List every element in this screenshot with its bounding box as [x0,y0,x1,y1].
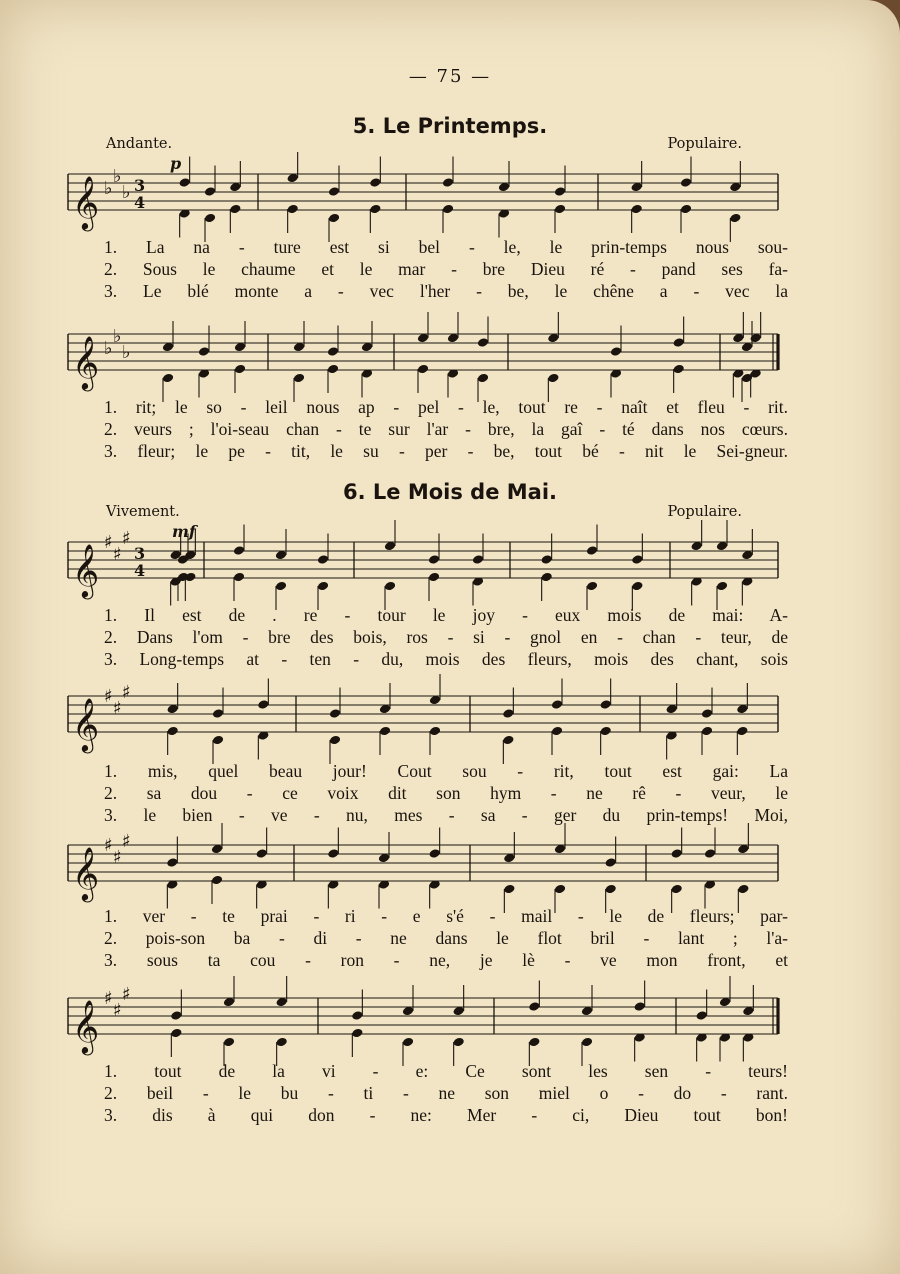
flat-icon: ♭ [122,342,131,363]
note-head [695,1010,707,1021]
song-title: 6. Le Mois de Mai. [343,480,557,504]
lyric-line: 1. rit; le so - leil nous ap - pel - le, tout re - naît et fleu - rit. [104,397,788,417]
note-head [547,373,559,384]
flat-icon: ♭ [113,166,122,187]
note-head [317,581,329,592]
note-head [554,884,566,895]
note-head [166,726,178,737]
note-head [610,346,622,357]
note-head [162,373,174,384]
note-head [581,1037,593,1048]
sharp-icon: ♯ [122,984,131,1005]
note-head [428,572,440,583]
sharp-icon: ♯ [104,835,113,856]
treble-clef-icon: 𝄞 [72,543,100,597]
note-head [379,726,391,737]
note-head [327,848,339,859]
lyric-line: 3. fleur; le pe - tit, le su - per - be, tout bé - nit le Sei-gneur. [104,441,788,461]
lyric-line: 2. sa dou - ce voix dit son hym - ne rê - veur, le [104,783,788,803]
note-head [351,1010,363,1021]
note-head [286,204,298,215]
sharp-icon: ♯ [104,686,113,707]
song-source: Populaire. [667,136,742,152]
treble-clef-icon: 𝄞 [72,335,100,389]
note-head [554,186,566,197]
note-head [633,1001,645,1012]
note-head [293,373,305,384]
note-head [452,1037,464,1048]
note-head [551,726,563,737]
note-head [328,186,340,197]
note-head [503,884,515,895]
note-head [630,204,642,215]
sharp-icon: ♯ [104,988,113,1009]
treble-clef-icon: 𝄞 [72,697,100,751]
note-head [477,373,489,384]
lyric-line: 1. ver - te prai - ri - e s'é - mail - le de fleurs; par- [104,906,788,926]
flat-icon: ♭ [113,326,122,347]
note-head [736,726,748,737]
note-head [402,1037,414,1048]
note-head [586,581,598,592]
note-head [599,726,611,737]
lyric-line: 1. tout de la vi - e: Ce sont les sen - teurs! [104,1061,788,1081]
dynamic-marking: mf [172,522,196,541]
note-head [672,364,684,375]
note-head [233,545,245,556]
note-head [477,337,489,348]
note-head [255,848,267,859]
sharp-icon: ♯ [122,682,131,703]
note-head [328,213,340,224]
lyric-line: 3. sous ta cou - ron - ne, je lè - ve mon front, et [104,950,788,970]
note-head [234,364,246,375]
note-head [528,1001,540,1012]
note-head [327,364,339,375]
sharp-icon: ♯ [104,532,113,553]
lyric-line: 3. le bien - ve - nu, mes - sa - ger du prin-temps! Moi, [104,805,788,825]
note-head [502,735,514,746]
note-head [229,204,241,215]
song-title: 5. Le Printemps. [352,114,548,138]
note-head [631,581,643,592]
lyric-line: 2. Sous le chaume et le mar - bre Dieu ré - pand ses fa- [104,259,788,279]
note-head [680,177,692,188]
page-number: — 75 — [408,66,492,87]
lyric-line: 3. Le blé monte a - vec l'her - be, le chêne a - vec la [104,281,788,301]
note-head [442,177,454,188]
lyric-line: 1. mis, quel beau jour! Cout sou - rit, tout est gai: La [104,761,788,781]
note-head [351,1028,363,1039]
treble-clef-icon: 𝄞 [72,999,100,1053]
note-head [670,884,682,895]
tempo-marking: Andante. [106,136,173,152]
note-head [369,204,381,215]
lyric-line: 3. dis à qui don - ne: Mer - ci, Dieu tout bon! [104,1105,788,1125]
time-signature: 3 [134,544,146,563]
note-head [704,848,716,859]
note-head [502,708,514,719]
note-head [599,699,611,710]
note-head [329,735,341,746]
note-head [551,699,563,710]
time-signature: 3 [134,176,146,195]
note-head [170,1028,182,1039]
note-head [554,204,566,215]
sharp-icon: ♯ [122,528,131,549]
note-head [586,545,598,556]
note-head [701,708,713,719]
flat-icon: ♭ [104,338,113,359]
note-head [211,875,223,886]
note-head [212,735,224,746]
note-head [540,572,552,583]
note-head [369,177,381,188]
sharp-icon: ♯ [122,831,131,852]
lyric-line: 2. pois-son ba - di - ne dans le flot bril - lant ; l'a- [104,928,788,948]
note-head [327,346,339,357]
note-head [604,857,616,868]
sharp-icon: ♯ [113,1000,122,1021]
note-head [166,857,178,868]
lyric-line: 3. Long-temps at - ten - du, mois des fleurs, mois des chant, sois [104,649,788,669]
note-head [442,204,454,215]
note-head [317,554,329,565]
note-head [212,708,224,719]
dynamic-marking: p [170,154,182,173]
lyric-line: 2. Dans l'om - bre des bois, ros - si - gnol en - chan - teur, de [104,627,788,647]
note-head [729,213,741,224]
note-head [329,708,341,719]
lyric-line: 1. La na - ture est si bel - le, le prin-temps nous sou- [104,237,788,257]
note-head [428,554,440,565]
note-head [670,848,682,859]
note-head [257,699,269,710]
note-head [170,1010,182,1021]
note-head [275,581,287,592]
note-head [429,726,441,737]
note-head [233,572,245,583]
lyric-line: 2. beil - le bu - ti - ne son miel o - do - rant. [104,1083,788,1103]
note-head [384,581,396,592]
note-head [680,204,692,215]
note-head [631,554,643,565]
time-signature: 4 [134,561,146,580]
note-head [540,554,552,565]
sharp-icon: ♯ [113,847,122,868]
note-head [472,554,484,565]
note-head [737,884,749,895]
note-head [184,572,196,583]
note-head [428,848,440,859]
song-source: Populaire. [667,504,742,520]
treble-clef-icon: 𝄞 [72,175,100,229]
note-head [178,177,190,188]
note-head [198,346,210,357]
lyric-line: 1. Il est de . re - tour le joy - eux mois de mai: A- [104,605,788,625]
lyric-line: 2. veurs ; l'oi-seau chan - te sur l'ar - bre, la gaî - té dans nos cœurs. [104,419,788,439]
note-head [528,1037,540,1048]
note-head [417,364,429,375]
treble-clef-icon: 𝄞 [72,846,100,900]
note-head [604,884,616,895]
note-head [672,337,684,348]
note-head [204,213,216,224]
note-head [275,1037,287,1048]
time-signature: 4 [134,193,146,212]
note-head [716,581,728,592]
flat-icon: ♭ [122,182,131,203]
sharp-icon: ♯ [113,698,122,719]
note-head [701,726,713,737]
note-head [223,1037,235,1048]
note-head [204,186,216,197]
flat-icon: ♭ [104,178,113,199]
tempo-marking: Vivement. [106,504,180,520]
sharp-icon: ♯ [113,544,122,565]
